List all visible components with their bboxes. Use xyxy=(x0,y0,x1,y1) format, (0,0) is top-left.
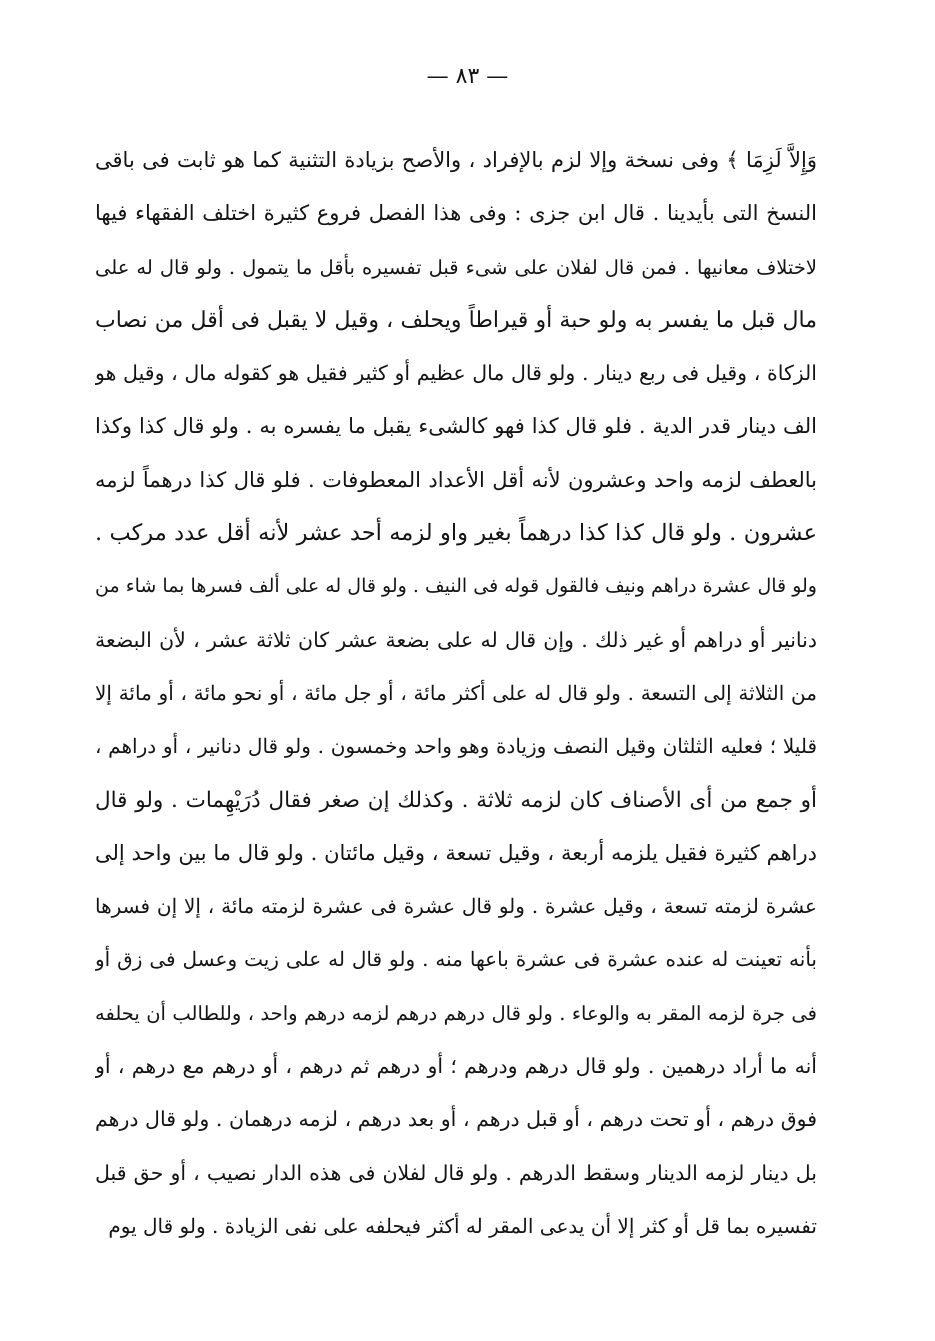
text-line: بأنه تعينت له عنده عشرة فى عشرة باعها منه . ولو قال له على زيت وعسل فى زق أو xyxy=(95,947,817,972)
text-line: دراهم كثيرة فقيل يلزمه أربعة ، وقيل تسعة ، وقيل مائتان . ولو قال ما بين واحد إلى xyxy=(95,840,817,865)
text-line: تفسيره بما قل أو كثر إلا أن يدعى المقر له أكثر فيحلفه على نفى الزيادة . ولو قال يوم xyxy=(108,1213,817,1238)
text-line: الف دينار قدر الدية . فلو قال كذا فهو كالشىء يقبل ما يفسره به . ولو قال كذا وكذا xyxy=(95,414,817,439)
text-line: لاختلاف معانيها . فمن قال لفلان على شىء قبل تفسيره بأقل ما يتمول . ولو قال له على xyxy=(95,255,817,279)
text-line: قليلا ؛ فعليه الثلثان وقيل النصف وزيادة وهو واحد وخمسون . ولو قال دنانير ، أو دراهم ، xyxy=(95,734,817,759)
text-line: أو جمع من أى الأصناف كان لزمه ثلاثة . وكذلك إن صغر فقال دُرَيْهِمات . ولو قال xyxy=(95,787,817,813)
text-line: النسخ التى بأيدينا . قال ابن جزى : وفى هذا الفصل فروع كثيرة اختلف الفقهاء فيها xyxy=(95,201,817,226)
page-number: — ٨٣ — xyxy=(426,64,509,89)
text-line: من الثلاثة إلى التسعة . ولو قال له على أكثر مائة ، أو جل مائة ، أو نحو مائة ، أو مائة إلا xyxy=(95,680,817,705)
text-line: فى جرة لزمه المقر به والوعاء . ولو قال درهم درهم لزمه درهم واحد ، وللطالب أن يحلفه xyxy=(95,1001,817,1025)
text-line: أنه ما أراد درهمين . ولو قال درهم ودرهم ؛ أو درهم ثم درهم ، أو درهم مع درهم ، أو xyxy=(95,1054,817,1079)
text-line: بل دينار لزمه الدينار وسقط الدرهم . ولو قال لفلان فى هذه الدار نصيب ، أو حق قبل xyxy=(95,1160,817,1185)
text-line: بالعطف لزمه واحد وعشرون لأنه أقل الأعداد المعطوفات . فلو قال كذا درهماً لزمه xyxy=(95,467,817,492)
text-line: عشرة لزمته تسعة ، وقيل عشرة . ولو قال عشرة فى عشرة لزمته مائة ، إلا إن فسرها xyxy=(95,894,817,919)
text-line: عشرون . ولو قال كذا كذا درهماً بغير واو لزمه أحد عشر لأنه أقل عدد مركب . xyxy=(95,520,817,547)
text-line: فوق درهم ، أو تحت درهم ، أو قبل درهم ، أو بعد درهم ، لزمه درهمان . ولو قال درهم xyxy=(95,1107,817,1132)
text-line: مال قبل ما يفسر به ولو حبة أو قيراطاً ويحلف ، وقيل لا يقبل فى أقل من نصاب xyxy=(95,307,817,333)
body-text xyxy=(95,134,817,1253)
text-line: وَإِلاَّ لَزِمَا ﴾ وفى نسخة وإلا لزم بالإفراد ، والأصح بزيادة التثنية كما هو ثابت فى باقى xyxy=(95,148,817,172)
text-line: دنانير أو دراهم أو غير ذلك . وإن قال له على بضعة عشر كان ثلاثة عشر ، لأن البضعة xyxy=(95,627,817,652)
text-line: ولو قال عشرة دراهم ونيف فالقول قوله فى النيف . ولو قال له على ألف فسرها بما شاء من xyxy=(95,575,817,598)
text-line: الزكاة ، وقيل فى ربع دينار . ولو قال مال عظيم أو كثير فقيل هو كقوله مال ، وقيل هو xyxy=(95,361,817,386)
